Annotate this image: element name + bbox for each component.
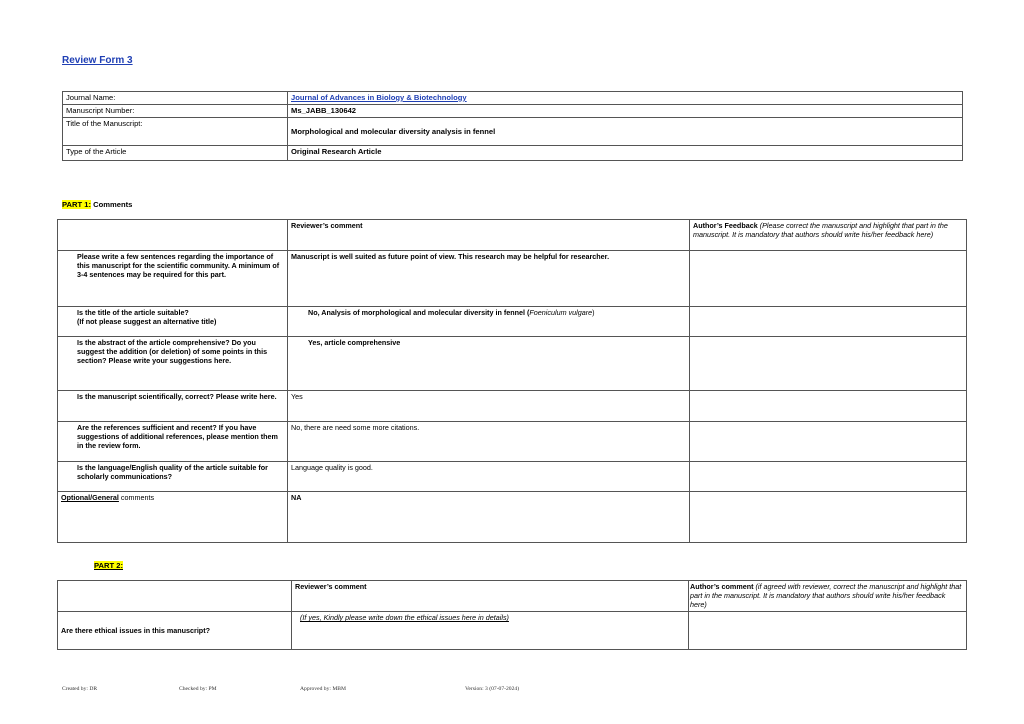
footer-checked-by: Checked by: PM [179, 686, 217, 692]
manuscript-number-row [63, 105, 963, 118]
journal-name-label: Journal Name: [63, 92, 288, 105]
manuscript-title-value: Morphological and molecular diversity analysis in fennel [288, 118, 963, 146]
footer-created-by: Created by: DR [62, 686, 98, 692]
part1-header-row [58, 220, 967, 251]
comment-importance: Manuscript is well suited as future point of view. This research may be helpful for researcher. [288, 251, 690, 307]
author-feedback-cell[interactable] [689, 612, 967, 650]
part1-header-author-title: Author’s Feedback [693, 221, 758, 230]
table-row [58, 422, 967, 462]
question-importance: Please write a few sentences regarding the importance of this manuscript for the scientific community. A minimum of 3-4 sentences may be required for this part. [58, 251, 288, 307]
comment-title [288, 307, 690, 337]
question-scientific: Is the manuscript scientifically, correct? Please write here. [58, 391, 288, 422]
part2-header-author-note: (if agreed with reviewer, correct the manuscript and highlight that part in the manuscript. It is mandatory that authors should write his/her feedback here) [690, 582, 962, 609]
article-type-row [63, 146, 963, 161]
part2-header-reviewer: Reviewer’s comment [292, 581, 689, 612]
part1-header-empty [58, 220, 288, 251]
part1-comments-table [57, 219, 967, 543]
table-row [58, 337, 967, 391]
part2-header-row [58, 581, 967, 612]
optional-comments-suffix: comments [118, 493, 155, 502]
manuscript-info-table [62, 91, 963, 161]
comment-abstract: Yes, article comprehensive [288, 337, 690, 391]
comment-ethics: (If yes, Kindly please write down the ethical issues here in details) [292, 612, 689, 650]
part2-header-empty [58, 581, 292, 612]
part1-header-author-note: (Please correct the manuscript and highlight that part in the manuscript. It is mandatory that authors should write his/her feedback here) [693, 221, 948, 239]
footer-approved-by: Approved by: MBM [300, 686, 346, 692]
part1-header-author [690, 220, 967, 251]
part2-header-author-title: Author’s comment [690, 582, 754, 591]
table-row [58, 612, 967, 650]
comment-scientific: Yes [288, 391, 690, 422]
part1-header-reviewer: Reviewer’s comment [288, 220, 690, 251]
author-feedback-cell[interactable] [690, 391, 967, 422]
manuscript-number-label: Manuscript Number: [63, 105, 288, 118]
comment-title-end: ) [592, 308, 595, 317]
article-type-label: Type of the Article [63, 146, 288, 161]
author-feedback-cell[interactable] [690, 337, 967, 391]
table-row [58, 492, 967, 543]
question-abstract: Is the abstract of the article comprehensive? Do you suggest the addition (or deletion) of some points in this section? Please write your suggestions here. [58, 337, 288, 391]
part2-header-author [689, 581, 967, 612]
comment-references: No, there are need some more citations. [288, 422, 690, 462]
comment-title-main: No, Analysis of morphological and molecular diversity in fennel ( [308, 308, 530, 317]
footer-version: Version: 3 (07-07-2024) [465, 686, 520, 692]
question-references: Are the references sufficient and recent? If you have suggestions of additional references, please mention them in the review form. [58, 422, 288, 462]
question-language: Is the language/English quality of the article suitable for scholarly communications? [58, 462, 288, 492]
question-ethics: Are there ethical issues in this manuscript? [58, 612, 292, 650]
table-row [58, 462, 967, 492]
table-row [58, 391, 967, 422]
manuscript-number-value: Ms_JABB_130642 [288, 105, 963, 118]
part2-heading [94, 561, 123, 570]
journal-name-row [63, 92, 963, 105]
part2-ethics-table [57, 580, 967, 650]
article-type-value: Original Research Article [288, 146, 963, 161]
author-feedback-cell[interactable] [690, 422, 967, 462]
manuscript-title-label: Title of the Manuscript: [63, 118, 288, 146]
table-row [58, 251, 967, 307]
comment-title-species: Foeniculum vulgare [529, 308, 593, 317]
part1-label: PART 1: [62, 200, 91, 209]
part1-label-suffix: Comments [90, 200, 133, 209]
comment-language: Language quality is good. [288, 462, 690, 492]
author-feedback-cell[interactable] [690, 492, 967, 543]
form-title: Review Form 3 [62, 55, 133, 66]
optional-general-label: Optional/General [61, 493, 119, 502]
question-title: Is the title of the article suitable? (If not please suggest an alternative title) [58, 307, 288, 337]
author-feedback-cell[interactable] [690, 462, 967, 492]
part2-label: PART 2: [94, 561, 123, 570]
author-feedback-cell[interactable] [690, 307, 967, 337]
journal-name-link[interactable]: Journal of Advances in Biology & Biotechnology [291, 93, 467, 102]
optional-comment-value: NA [288, 492, 690, 543]
optional-comments-label [58, 492, 288, 543]
part1-heading [62, 200, 132, 209]
table-row [58, 307, 967, 337]
manuscript-title-row [63, 118, 963, 146]
author-feedback-cell[interactable] [690, 251, 967, 307]
